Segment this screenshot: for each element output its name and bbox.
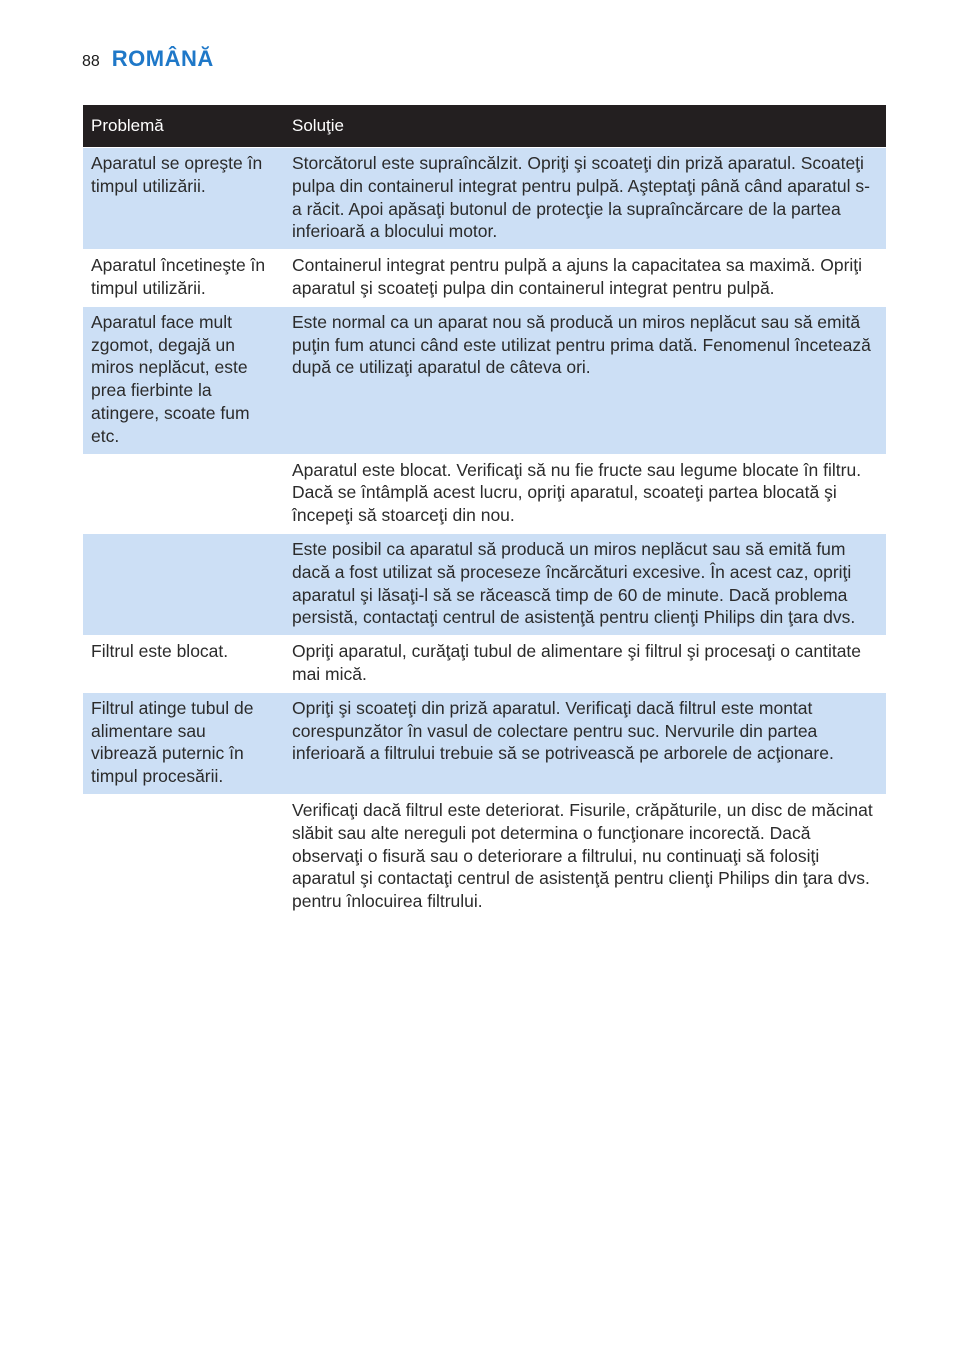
solution-cell: Opriţi şi scoateţi din priză aparatul. Verificaţi dacă filtrul este montat corespunzător în vasul de colectare pentru suc. Nervurile din partea inferioară a filtrului trebuie să se potrivească pe arborele de acţionare.	[292, 697, 834, 764]
solution-cell: Este posibil ca aparatul să producă un miros neplăcut sau să emită fum dacă a fost utilizat să proceseze încărcături excesive. În acest caz, opriţi aparatul şi lăsaţi-l să se răcească timp de 60 de minute. Dacă problema persistă, contactaţi centrul de asistenţă pentru clienţi Philips din ţara dvs.	[292, 538, 856, 628]
solution-cell: Storcătorul este supraîncălzit. Opriţi şi scoateţi din priză aparatul. Scoateţi pulpa din containerul integrat pentru pulpă. Aşteptaţi până când aparatul s-a răcit. Apoi apăsaţi butonul de protecţie la supraîncărcare de la partea inferioară a blocului motor.	[292, 153, 870, 242]
table-row	[83, 533, 886, 635]
problem-cell	[83, 455, 284, 533]
problem-cell: Aparatul face mult zgomot, degajă un miros neplăcut, este prea fierbinte la atingere, scoate fum etc.	[91, 311, 250, 446]
table-header	[83, 105, 886, 147]
table-row	[83, 306, 886, 454]
problem-cell: Filtrul atinge tubul de alimentare sau vibrează puternic în timpul procesării.	[91, 697, 254, 787]
problem-cell	[83, 795, 284, 919]
table-row	[83, 692, 886, 794]
solution-cell: Containerul integrat pentru pulpă a ajuns la capacitatea sa maximă. Opriţi aparatul şi scoateţi pulpa din containerul integrat pentru pulpă.	[292, 255, 863, 298]
solution-cell: Opriţi aparatul, curăţaţi tubul de alimentare şi filtrul şi procesaţi o cantitate mai mică.	[292, 641, 862, 684]
solution-cell: Este normal ca un aparat nou să producă un miros neplăcut sau să emită puţin fum atunci când este utilizat pentru prima dată. Fenomenul încetează după ce utilizaţi aparatul de câteva ori.	[292, 311, 871, 378]
section-title: ROMÂNĂ	[111, 46, 214, 71]
troubleshooting-table	[83, 105, 886, 919]
table-row	[83, 794, 886, 919]
table-row	[83, 249, 886, 306]
table-row	[83, 147, 886, 249]
page-number: 88	[82, 53, 100, 70]
problem-cell: Aparatul încetineşte în timpul utilizării.	[91, 255, 266, 298]
page-header	[82, 46, 214, 74]
column-header-solution: Soluţie	[292, 116, 344, 135]
table-row	[83, 454, 886, 533]
solution-cell: Aparatul este blocat. Verificaţi să nu fie fructe sau legume blocate în filtru. Dacă se întâmplă acest lucru, opriţi aparatul, scoateţi partea blocată şi începeţi să stoarceţi din nou.	[292, 459, 862, 526]
solution-cell: Verificaţi dacă filtrul este deteriorat. Fisurile, crăpăturile, un disc de măcinat slăbit sau alte nereguli pot determina o funcţionare incorectă. Dacă observaţi o fisură sau o deteriorare a filtrului, nu continuaţi să folosiţi aparatul şi contactaţi centrul de asistenţă pentru clienţi Philips din ţara dvs. pentru înlocuirea filtrului.	[292, 799, 873, 912]
problem-cell: Filtrul este blocat.	[91, 641, 229, 662]
problem-cell	[83, 534, 284, 635]
column-header-problem: Problemă	[91, 116, 164, 135]
problem-cell: Aparatul se opreşte în timpul utilizării.	[91, 153, 263, 196]
table-row	[83, 635, 886, 692]
